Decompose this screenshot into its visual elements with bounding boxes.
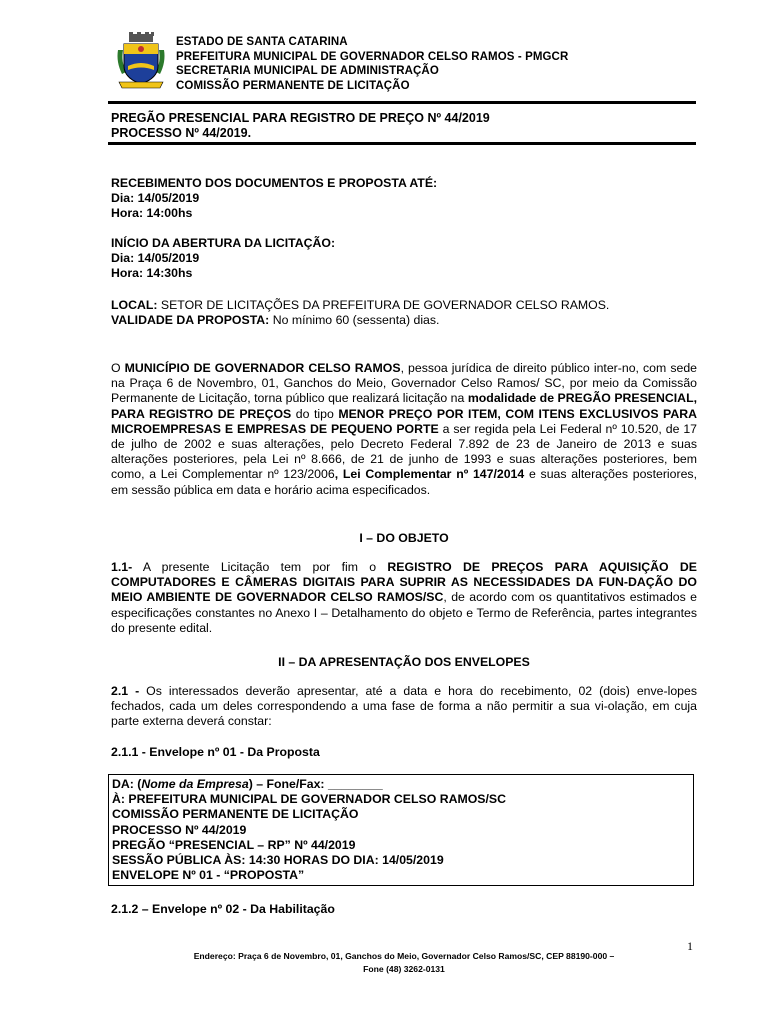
intro-text-2: , pessoa jurídica de direito público inter-no, com sede na Praça 6 de Novembro, 01, Ganchos do Meio, Governador Celso Ramos/ SC, por meio da Comissão Permanente de Licitação, torna público que realizará licitação na [111,361,697,406]
envelope-number-line: ENVELOPE Nº 01 - “PROPOSTA” [112,868,305,883]
title-line-1: PREGÃO PRESENCIAL PARA REGISTRO DE PREÇO Nº 44/2019 [111,111,490,125]
letterhead [176,35,568,93]
header-commission: COMISSÃO PERMANENTE DE LICITAÇÃO [176,79,410,92]
envelope-phone: ) – Fone/Fax: ________ [248,777,383,791]
municipal-coat-of-arms-icon [116,32,166,92]
section-1-1-text-1: A presente Licitação tem por fim o [132,560,388,574]
intro-type: MENOR PREÇO POR ITEM, COM ITENS EXCLUSIVOS PARA MICROEMPRESAS E EMPRESAS DE PEQUENO PORTE [111,406,697,436]
intro-text-3: do tipo [291,406,339,421]
header-rule-top [108,101,696,104]
envelope-to-line: À: PREFEITURA MUNICIPAL DE GOVERNADOR CELSO RAMOS/SC [112,792,506,807]
section-1-1-paragraph [111,560,697,636]
intro-text-1: O [111,361,125,375]
intro-text-5: e suas alterações posteriores, em sessão pública em data e horário acima especificados. [111,467,697,497]
header-rule-bottom [108,142,696,145]
header-prefecture: PREFEITURA MUNICIPAL DE GOVERNADOR CELSO RAMOS - PMGCR [176,50,569,63]
envelope-company-name: Nome da Empresa [141,777,249,791]
intro-law: , Lei Complementar nº 147/2014 [334,467,525,482]
section-2-1-text: Os interessados deverão apresentar, até a data e hora do recebimento, 02 (dois) enve-lopes fechados, cada um deles correspondendo a uma fase de forma a não permitir a sua vi-olação, em cuja parte externa deverá constar: [111,684,697,729]
receipt-block [111,176,697,222]
section-1-heading: I – DO OBJETO [359,531,449,545]
intro-modality: modalidade de PREGÃO PRESENCIAL, PARA REGISTRO DE PREÇOS [111,391,697,421]
title-line-2: PROCESSO Nº 44/2019. [111,125,252,140]
section-2-1-number: 2.1 - [111,684,140,698]
opening-block [111,236,697,282]
envelope-from-line [112,777,506,792]
section-2-1-1-heading: 2.1.1 - Envelope nº 01 - Da Proposta [111,745,320,759]
document-title [111,111,490,140]
page-number: 1 [687,939,693,953]
envelope-pregao-line: PREGÃO “PRESENCIAL – RP” Nº 44/2019 [112,837,356,852]
intro-text-4: a ser regida pela Lei Federal nº 10.520, de 17 de julho de 2002 e suas alterações, pelo Decreto Federal 7.892 de 23 de Janeiro de 2013 e suas alterações posteriores, pela Lei nº 8.666, de 21 de junho de 1993 e suas alterações posteriores, bem como, a Lei Complementar nº 123/2006 [111,421,697,482]
envelope-label-text [112,777,506,883]
opening-heading: INÍCIO DA ABERTURA DA LICITAÇÃO: [111,236,336,250]
validity-value: No mínimo 60 (sessenta) dias. [269,313,440,328]
header-secretariat: SECRETARIA MUNICIPAL DE ADMINISTRAÇÃO [176,65,439,77]
local-block [111,298,697,328]
section-1-1-text-2: , de acordo com os quantitativos estimados e especificações constantes no Anexo I – Detalhamento do objeto e Termo de Referência, partes integrantes do presente edital. [111,590,697,635]
footer-phone: Fone (48) 3262-0131 [363,964,445,974]
validity-label: VALIDADE DA PROPOSTA: [111,313,270,328]
envelope-session-line: SESSÃO PÚBLICA ÀS: 14:30 HORAS DO DIA: 14/05/2019 [112,853,444,868]
envelope-commission-line: COMISSÃO PERMANENTE DE LICITAÇÃO [112,807,359,822]
receipt-time: Hora: 14:00hs [111,206,193,221]
receipt-date: Dia: 14/05/2019 [111,191,200,206]
opening-date: Dia: 14/05/2019 [111,251,200,266]
local-value: SETOR DE LICITAÇÕES DA PREFEITURA DE GOVERNADOR CELSO RAMOS. [157,298,610,312]
opening-time: Hora: 14:30hs [111,266,193,281]
section-1-1-object: REGISTRO DE PREÇOS PARA AQUISIÇÃO DE COMPUTADORES E CÂMERAS DIGITAIS PARA SUPRIR AS NECESSIDADES DA FUN-DAÇÃO DO MEIO AMBIENTE DE GOVERNADOR CELSO RAMOS/SC [111,560,697,605]
local-label: LOCAL: [111,298,158,312]
footer-address: Endereço: Praça 6 de Novembro, 01, Ganchos do Meio, Governador Celso Ramos/SC, CEP 88190-000 – [193,951,615,961]
footer [110,950,698,976]
section-2-1-2-heading: 2.1.2 – Envelope nº 02 - Da Habilitação [111,902,335,916]
intro-municipality: MUNICÍPIO DE GOVERNADOR CELSO RAMOS [124,361,401,375]
section-1-1-number: 1.1- [111,560,133,574]
section-2-1-paragraph [111,684,697,730]
intro-paragraph [111,361,697,498]
receipt-heading: RECEBIMENTO DOS DOCUMENTOS E PROPOSTA ATÉ: [111,176,438,190]
section-2-heading: II – DA APRESENTAÇÃO DOS ENVELOPES [278,655,530,669]
header-state: ESTADO DE SANTA CATARINA [176,36,348,48]
envelope-process-line: PROCESSO Nº 44/2019 [112,822,247,837]
envelope-from-prefix: DA: ( [112,777,142,791]
